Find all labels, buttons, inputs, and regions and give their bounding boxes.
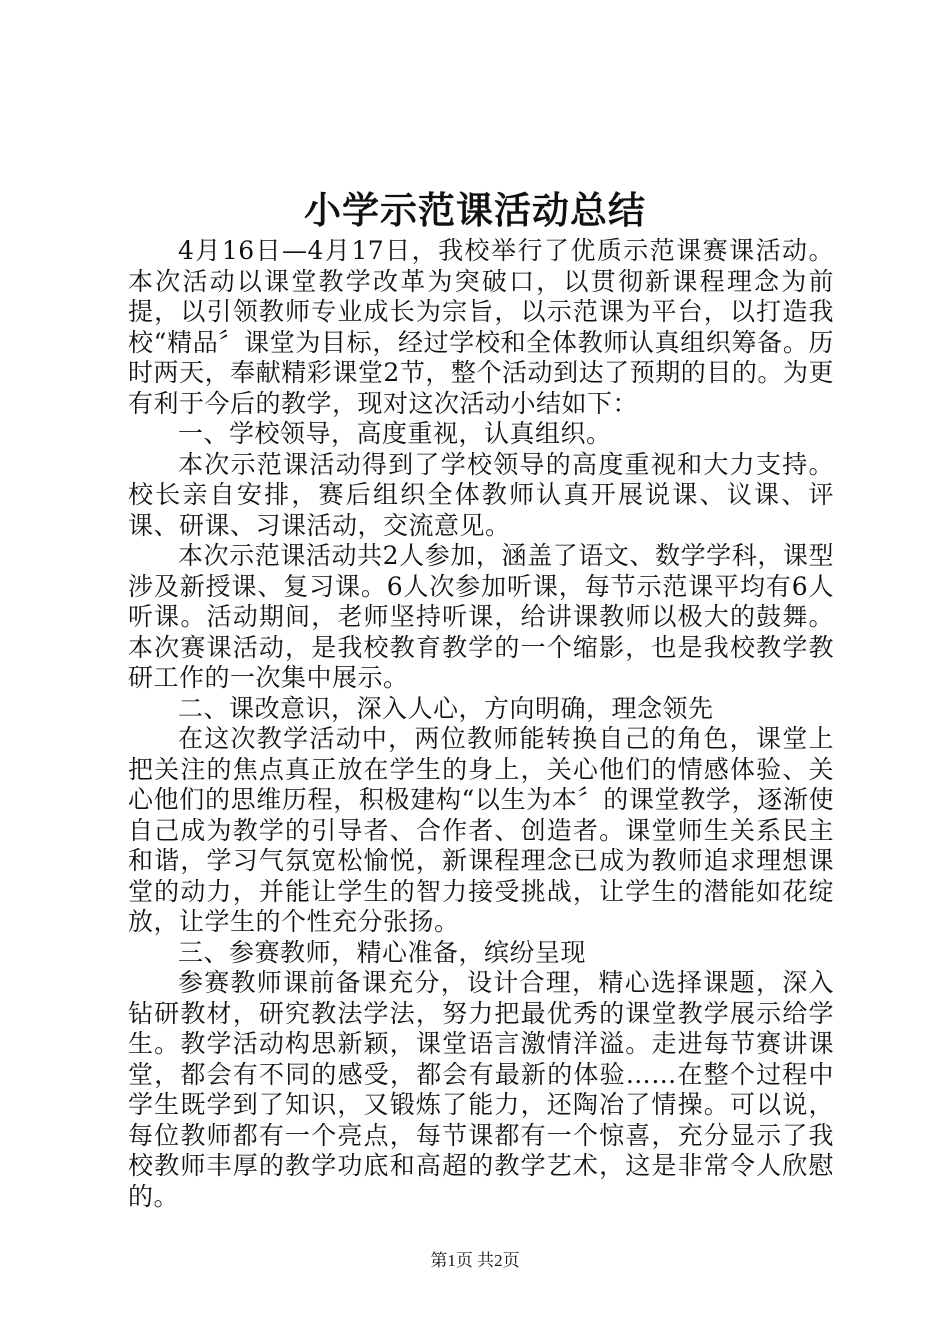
document-body [128, 236, 834, 1212]
section-heading-2: 二、课改意识，深入人心，方向明确，理念领先 [178, 693, 714, 723]
section-2-paragraph: 在这次教学活动中，两位教师能转换自己的角色，课堂上把关注的焦点真正放在学生的身上，关心他们的情感体验、关心他们的思维历程，积极建构“以生为本〞的课堂教学，逐渐使自己成为教学的引导者、合作者、创造者。课堂师生关系民主和谐，学习气氛宽松愉悦，新课程理念已成为教师追求理想课堂的动力，并能让学生的智力接受挑战，让学生的潜能如花绽放，让学生的个性充分张扬。 [128, 724, 834, 936]
page-footer: 第1页 共2页 [430, 1251, 520, 1270]
section-heading-1: 一、学校领导，高度重视，认真组织。 [178, 419, 612, 448]
page-title: 小学示范课活动总结 [304, 188, 646, 232]
intro-paragraph: 4月16日—4月17日，我校举行了优质示范课赛课活动。本次活动以课堂教学改革为突破口，以贯彻新课程理念为前提，以引领教师专业成长为宗旨，以示范课为平台，以打造我校“精品〞课堂为目标，经过学校和全体教师认真组织筹备。历时两天，奉献精彩课堂2节，整个活动到达了预期的目的。为更有利于今后的教学，现对这次活动小结如下： [128, 236, 834, 418]
section-1-paragraph-1: 本次示范课活动得到了学校领导的高度重视和大力支持。校长亲自安排，赛后组织全体教师认真开展说课、议课、评课、研课、习课活动，交流意见。 [128, 449, 834, 540]
section-1-paragraph-2: 本次示范课活动共2人参加，涵盖了语文、数学学科，课型涉及新授课、复习课。6人次参加听课，每节示范课平均有6人听课。活动期间，老师坚持听课，给讲课教师以极大的鼓舞。本次赛课活动，是我校教育教学的一个缩影，也是我校教学教研工作的一次集中展示。 [128, 541, 834, 692]
section-3-paragraph: 参赛教师课前备课充分，设计合理，精心选择课题，深入钻研教材，研究教法学法，努力把最优秀的课堂教学展示给学生。教学活动构思新颖，课堂语言激情洋溢。走进每节赛讲课堂，都会有不同的感受，都会有最新的体验……在整个过程中学生既学到了知识，又锻炼了能力，还陶冶了情操。可以说，每位教师都有一个亮点，每节课都有一个惊喜，充分显示了我校教师丰厚的教学功底和高超的教学艺术，这是非常令人欣慰的。 [128, 968, 834, 1211]
section-heading-3: 三、参赛教师，精心准备，缤纷呈现 [178, 937, 587, 967]
